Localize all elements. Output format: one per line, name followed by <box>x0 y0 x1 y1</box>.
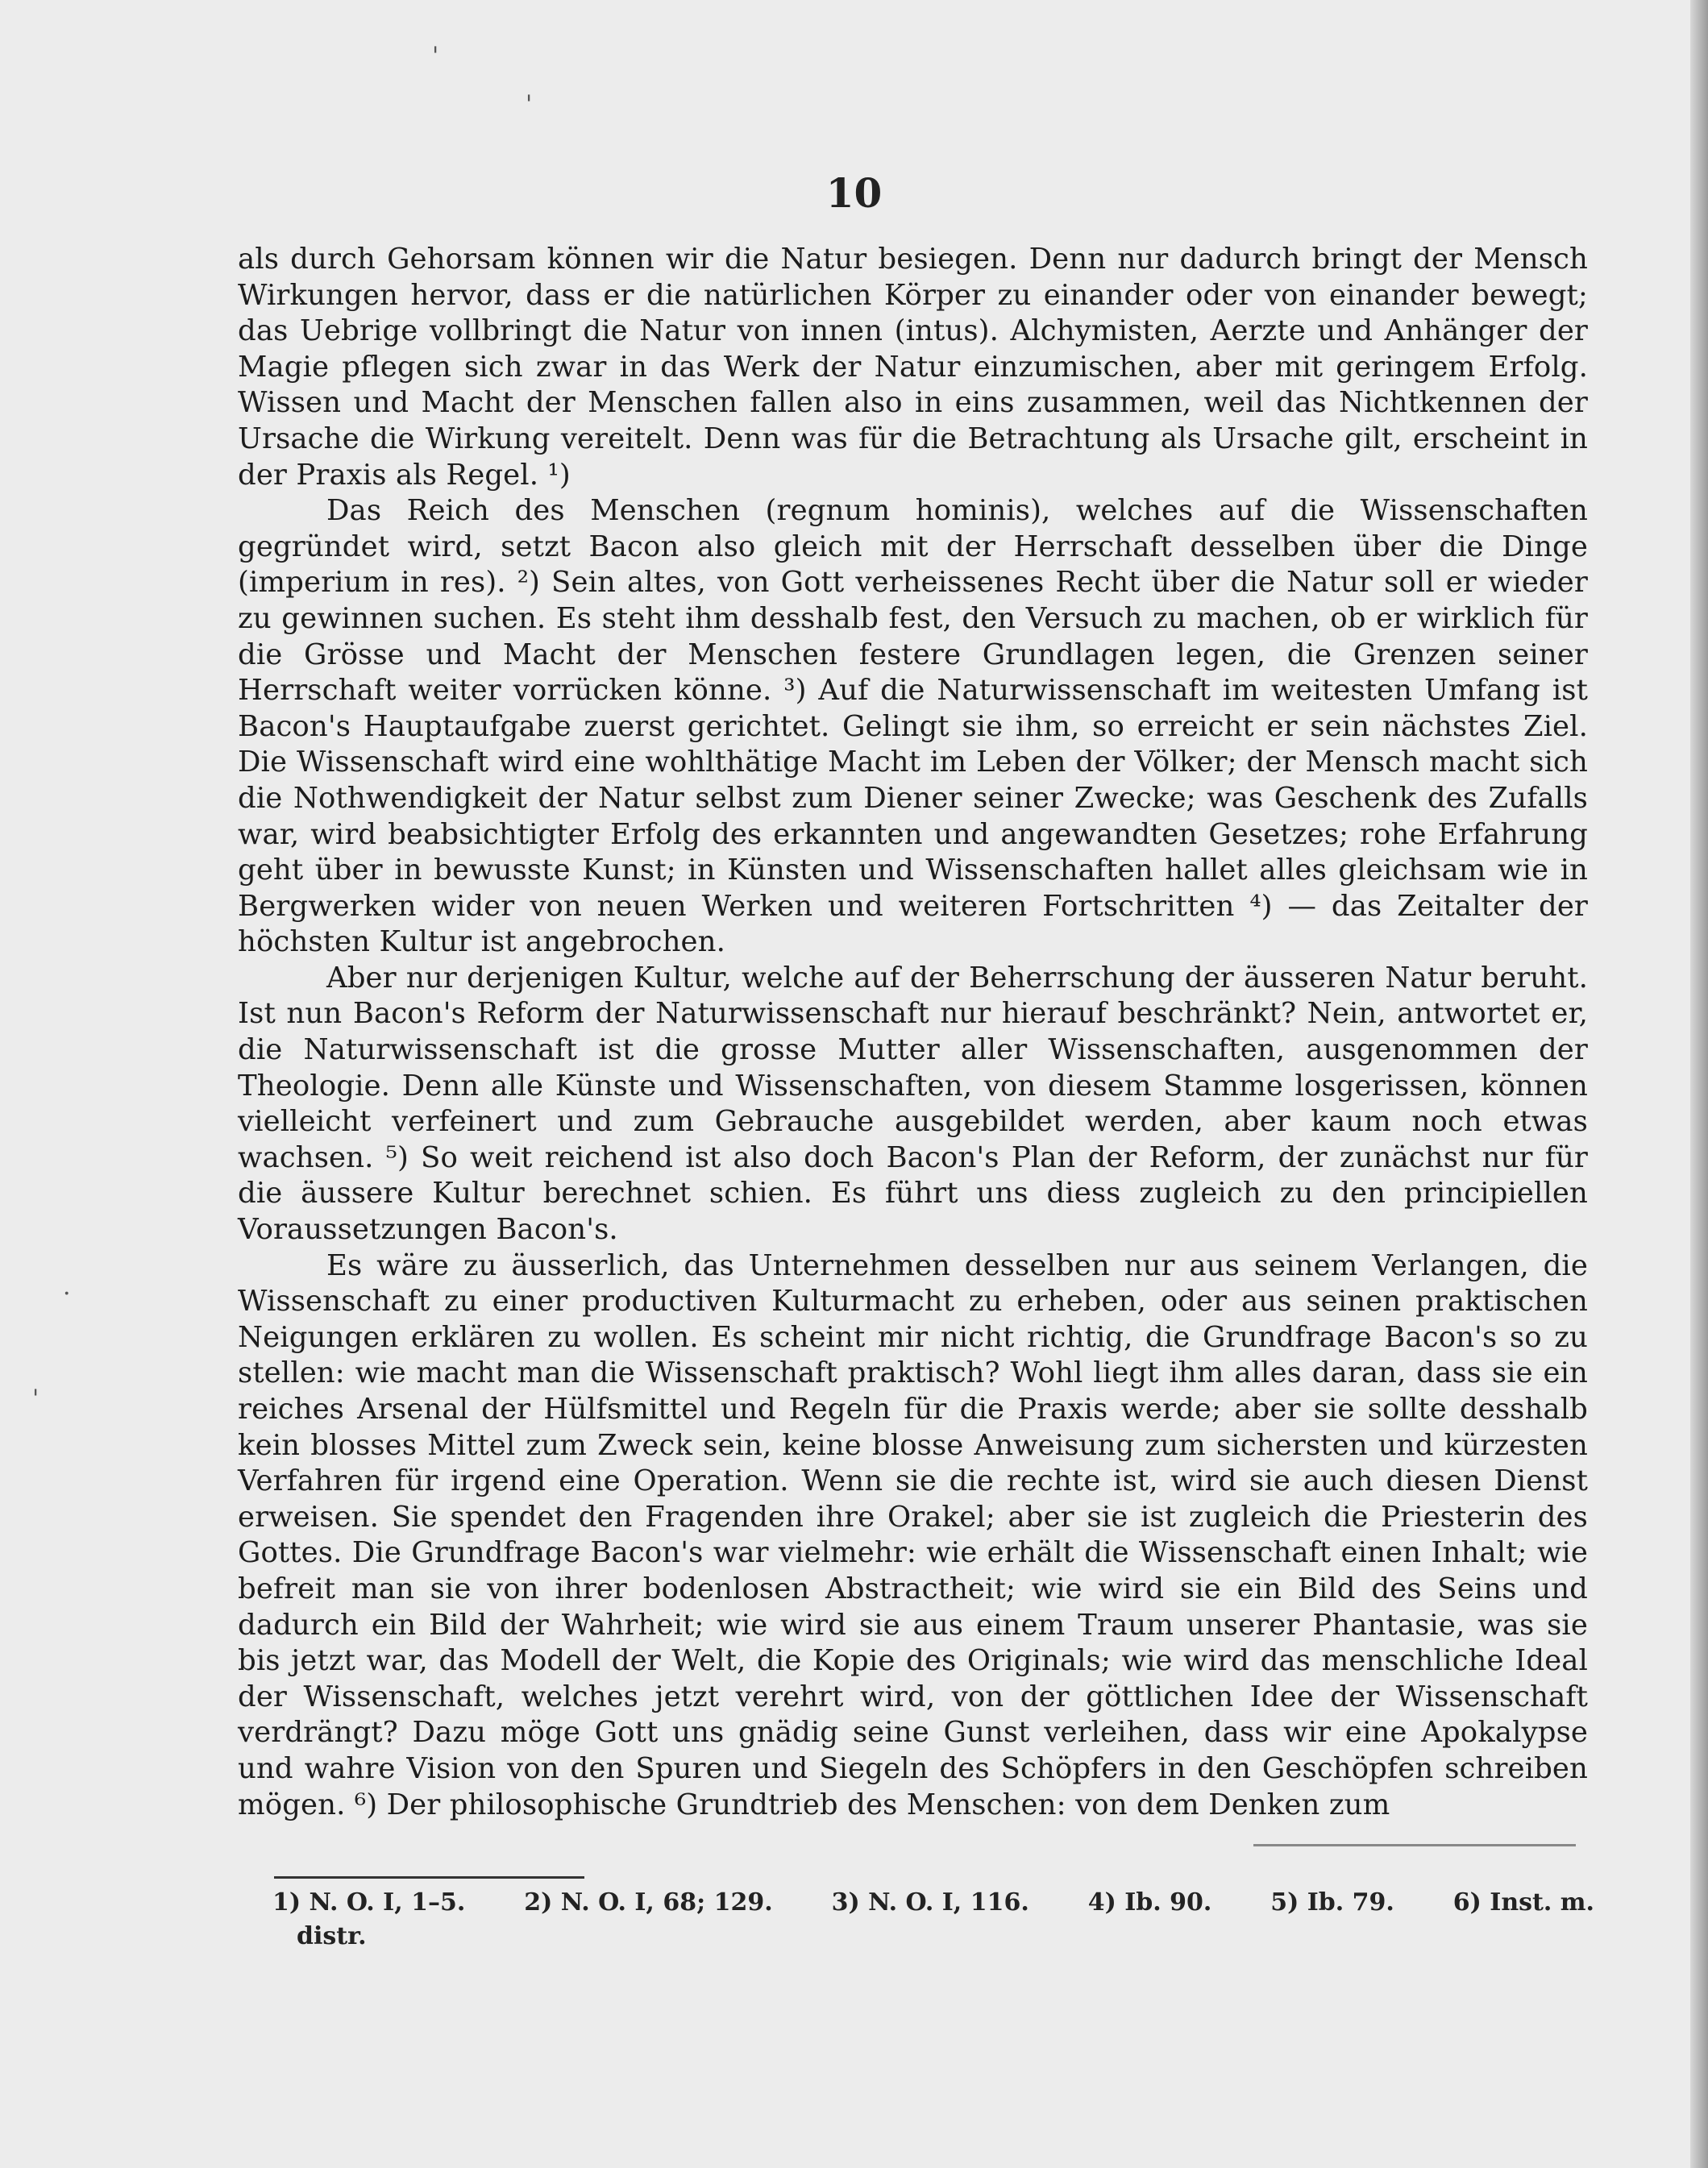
ink-speck: ' <box>32 1385 39 1413</box>
footnote: 4) Ib. 90. <box>1087 1888 1212 1917</box>
footnote: 1) N. O. I, 1–5. <box>272 1888 466 1917</box>
footnotes <box>272 1886 1594 1954</box>
footnote-divider <box>274 1876 584 1879</box>
page-number: 10 <box>825 169 883 217</box>
body-text <box>238 242 1588 1823</box>
footnote: 5) Ib. 79. <box>1270 1888 1394 1917</box>
paragraph: Es wäre zu äusserlich, das Unternehmen desselben nur aus seinem Verlangen, die Wissenschaft zu einer productiven Kulturmacht zu erheben, oder aus seinen praktischen Neigungen erklären zu wollen. Es scheint mir nicht richtig, die Grundfrage Bacon's so zu stellen: wie macht man die Wissenschaft praktisch? Wohl liegt ihm alles daran, dass sie ein reiches Arsenal der Hülfsmittel und Regeln für die Praxis werde; aber sie sollte desshalb kein blosses Mittel zum Zweck sein, keine blosse Anweisung zum sichersten und kürzesten Verfahren für irgend eine Operation. Wenn sie die rechte ist, wird sie auch diesen Dienst erweisen. Sie spendet den Fragenden ihre Orakel; aber sie ist zugleich die Priesterin des Gottes. Die Grundfrage Bacon's war vielmehr: wie erhält die Wissenschaft einen Inhalt; wie befreit man sie von ihrer bodenlosen Abstractheit; wie wird sie ein Bild des Seins und dadurch ein Bild der Wahrheit; wie wird sie aus einem Traum unserer Phantasie, was sie bis jetzt war, das Modell der Welt, die Kopie des Originals; wie wird das menschliche Ideal der Wissenschaft, welches jetzt verehrt wird, von der göttlichen Idee der Wissenschaft verdrängt? Dazu möge Gott uns gnädig seine Gunst verleihen, dass wir eine Apokalypse und wahre Vision von den Spuren und Siegeln des Schöpfers in den Geschöpfen schreiben mögen. ⁶) Der philosophische Grundtrieb des Menschen: von dem Denken zum <box>238 1248 1588 1821</box>
footnote: 3) N. O. I, 116. <box>831 1888 1029 1917</box>
footnote: 2) N. O. I, 68; 129. <box>524 1888 773 1917</box>
ink-speck: ' <box>526 90 533 118</box>
footnote-continuation: distr. <box>297 1922 367 1950</box>
footnote: 6) Inst. m. <box>1452 1888 1594 1917</box>
footnote-row <box>272 1886 1594 1920</box>
paragraph: als durch Gehorsam können wir die Natur besiegen. Denn nur dadurch bringt der Mensch Wirkungen hervor, dass er die natürlichen Körper zu einander oder von einander bewegt; das Uebrige vollbringt die Natur von innen (intus). Alchymisten, Aerzte und Anhänger der Magie pflegen sich zwar in das Werk der Natur einzumischen, aber mit geringem Erfolg. Wissen und Macht der Menschen fallen also in eins zusammen, weil das Nichtkennen der Ursache die Wirkung vereitelt. Denn was für die Betrachtung als Ursache gilt, erscheint in der Praxis als Regel. ¹) <box>238 243 1588 492</box>
page-edge-shadow <box>1690 0 1708 2168</box>
paragraph: Das Reich des Menschen (regnum hominis), welches auf die Wissenschaften gegründet wird, setzt Bacon also gleich mit der Herrschaft desselben über die Dinge (imperium in res). ²) Sein altes, von Gott verheissenes Recht über die Natur soll er wieder zu gewinnen suchen. Es steht ihm desshalb fest, den Versuch zu machen, ob er wirklich für die Grösse und Macht der Menschen festere Grundlagen legen, die Grenzen seiner Herrschaft weiter vorrücken könne. ³) Auf die Naturwissenschaft im weitesten Umfang ist Bacon's Hauptaufgabe zuerst gerichtet. Gelingt sie ihm, so erreicht er sein nächstes Ziel. Die Wissenschaft wird eine wohlthätige Macht im Leben der Völker; der Mensch macht sich die Nothwendigkeit der Natur selbst zum Diener seiner Zwecke; was Geschenk des Zufalls war, wird beabsichtigter Erfolg des erkannten und angewandten Gesetzes; rohe Erfahrung geht über in bewusste Kunst; in Künsten und Wissenschaften hallet alles gleichsam wie in Bergwerken wider von neuen Werken und weiteren Fortschritten ⁴) — das Zeitalter der höchsten Kultur ist angebrochen. <box>238 494 1588 959</box>
footnote-divider-faint <box>1253 1844 1576 1846</box>
ink-speck: · <box>63 1280 71 1308</box>
paragraph: Aber nur derjenigen Kultur, welche auf der Beherrschung der äusseren Natur beruht. Ist nun Bacon's Reform der Naturwissenschaft nur hierauf beschränkt? Nein, antwortet er, die Naturwissenschaft ist die grosse Mutter aller Wissenschaften, ausgenommen der Theologie. Denn alle Künste und Wissenschaften, von diesem Stamme losgerissen, können vielleicht verfeinert und zum Gebrauche ausgebildet werden, aber kaum noch etwas wachsen. ⁵) So weit reichend ist also doch Bacon's Plan der Reform, der zunächst nur für die äussere Kultur berechnet schien. Es führt uns diess zugleich zu den principiellen Voraussetzungen Bacon's. <box>238 961 1588 1247</box>
ink-speck: ' <box>432 42 439 70</box>
